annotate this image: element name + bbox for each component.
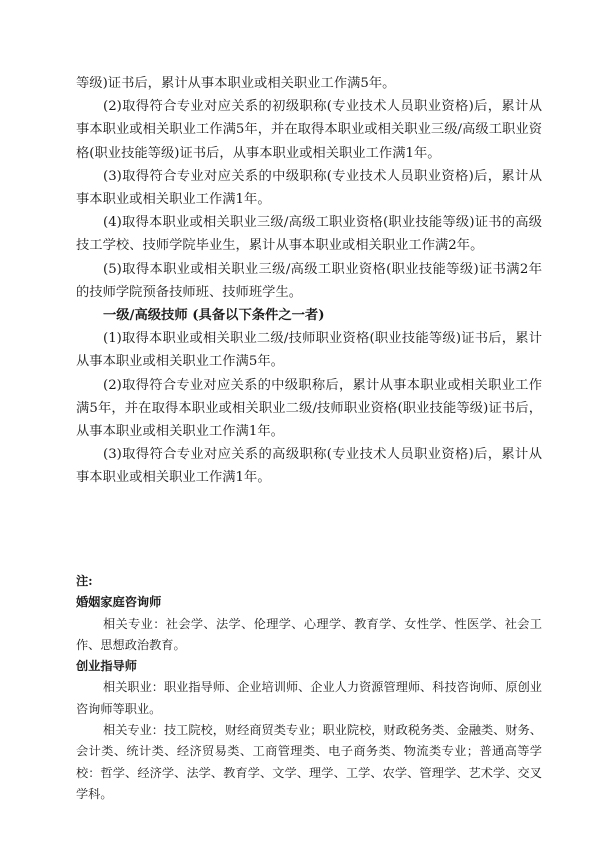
qualification-conditions (76, 72, 542, 490)
notes-section (76, 571, 542, 805)
condition-item: (5)取得本职业或相关职业三级/高级工职业资格(职业技能等级)证书满2年的技师学院预备技师班、技师班学生。 (76, 261, 542, 300)
condition-item: (2)取得符合专业对应关系的中级职称后，累计从事本职业或相关职业工作满5年，并在取得本职业或相关职业二级/技师职业资格(职业技能等级)证书后，从事本职业或相关职业工作满1年。 (76, 377, 542, 440)
condition-item: (3)取得符合专业对应关系的中级职称(专业技术人员职业资格)后，累计从事本职业或相关职业工作满1年。 (76, 168, 542, 208)
note-title-marriage-counselor: 婚姻家庭咨询师 (76, 595, 162, 610)
note-related-majors: 相关专业：社会学、法学、伦理学、心理学、教育学、女性学、性医学、社会工作、思想政治教育。 (76, 616, 542, 652)
note-related-occupations: 相关职业：职业指导师、企业培训师、企业人力资源管理师、科技咨询师、原创业咨询师等职业。 (76, 680, 542, 716)
condition-item: (1)取得本职业或相关职业二级/技师职业资格(职业技能等级)证书后，累计从事本职业或相关职业工作满5年。 (76, 331, 542, 370)
level-heading: 一级/高级技师 (具备以下条件之一者) (103, 308, 325, 324)
notes-label: 注: (76, 574, 93, 588)
condition-item: (3)取得符合专业对应关系的高级职称(专业技术人员职业资格)后，累计从事本职业或相关职业工作满1年。 (76, 447, 542, 486)
continuation-paragraph: 等级)证书后，累计从事本职业或相关职业工作满5年。 (76, 76, 396, 91)
condition-item: (2)取得符合专业对应关系的初级职称(专业技术人员职业资格)后，累计从事本职业或相关职业工作满5年，并在取得本职业或相关职业三级/高级工职业资格(职业技能等级)证书后，从事本职业或相关职业工作满1年。 (76, 99, 542, 161)
note-title-startup-mentor: 创业指导师 (76, 659, 137, 674)
note-related-majors: 相关专业：技工院校，财经商贸类专业；职业院校，财政税务类、金融类、财务、会计类、统计类、经济贸易类、工商管理类、电子商务类、物流类专业；普通高等学校：哲学、经济学、法学、教育学、文学、理学、工学、农学、管理学、艺术学、交叉学科。 (76, 723, 542, 801)
condition-item: (4)取得本职业或相关职业三级/高级工职业资格(职业技能等级)证书的高级技工学校、技师学院毕业生，累计从事本职业或相关职业工作满2年。 (76, 215, 542, 254)
